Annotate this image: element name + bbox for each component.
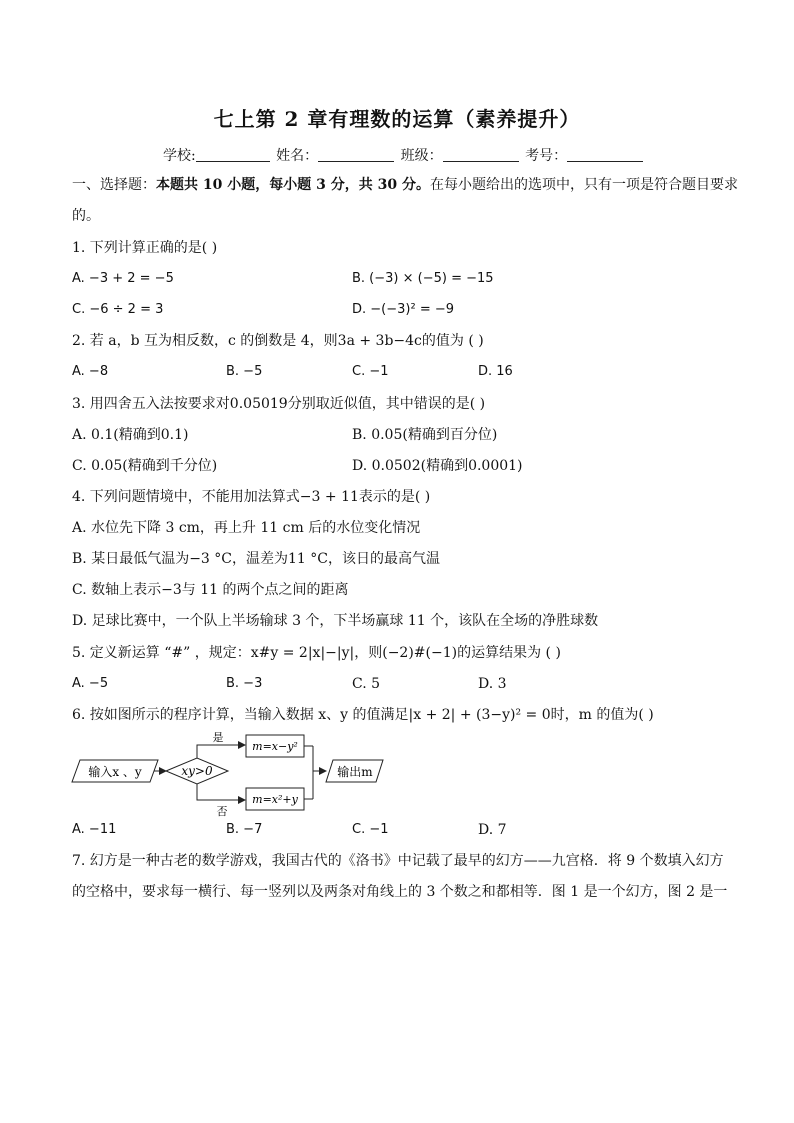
q3-option-b[interactable]: B. 0.05(精确到百分位) [352, 427, 498, 443]
flow-no-label: 否 [216, 805, 228, 818]
section-heading-cont: 的。 [72, 208, 100, 224]
student-info-line [163, 145, 645, 165]
q1-option-d[interactable]: D. −(−3)² = −9 [352, 302, 455, 317]
q2-stem: 2. 若 a，b 互为相反数，c 的倒数是 4，则3a + 3b−4c的值为 ( ) [72, 333, 484, 349]
program-flowchart [70, 728, 400, 818]
school-label: 学校: [163, 148, 196, 164]
q3-option-d[interactable]: D. 0.0502(精确到0.0001) [352, 458, 523, 474]
section-rest: 在每小题给出的选项中，只有一项是符合题目要求 [429, 177, 738, 193]
q4-stem: 4. 下列问题情境中，不能用加法算式−3 + 11表示的是( ) [72, 489, 431, 505]
q7-line2: 的空格中，要求每一横行、每一竖列以及两条对角线上的 3 个数之和都相等．图 1 是一个幻方，图 2 是一 [72, 884, 728, 900]
number-blank[interactable] [567, 147, 643, 162]
name-blank[interactable] [318, 147, 394, 162]
q6-option-c[interactable]: C. −1 [352, 822, 389, 837]
q3-stem: 3. 用四舍五入法按要求对0.05019分别取近似值，其中错误的是( ) [72, 396, 486, 412]
q2-option-c[interactable]: C. −1 [352, 364, 389, 379]
q1-stem: 1. 下列计算正确的是( ) [72, 240, 218, 256]
q2-option-b[interactable]: B. −5 [226, 364, 263, 379]
q5-option-a[interactable]: A. −5 [72, 676, 109, 691]
section-bold: 本题共 10 小题，每小题 3 分，共 30 分。 [156, 177, 430, 193]
class-blank[interactable] [443, 147, 519, 162]
flow-bottom-formula: m=x²+y [252, 793, 298, 806]
section-heading [72, 175, 738, 195]
q3-option-c[interactable]: C. 0.05(精确到千分位) [72, 458, 218, 474]
q5-option-b[interactable]: B. −3 [226, 676, 263, 691]
flow-yes-label: 是 [212, 731, 224, 744]
q6-option-d[interactable]: D. 7 [478, 822, 507, 838]
q4-option-d[interactable]: D. 足球比赛中，一个队上半场输球 3 个，下半场赢球 11 个，该队在全场的净胜球数 [72, 613, 599, 629]
q6-option-a[interactable]: A. −11 [72, 822, 117, 837]
q4-option-b[interactable]: B. 某日最低气温为−3 °C，温差为11 °C，该日的最高气温 [72, 551, 440, 567]
q1-option-b[interactable]: B. (−3) × (−5) = −15 [352, 271, 494, 286]
q6-stem: 6. 按如图所示的程序计算，当输入数据 x、y 的值满足|x + 2| + (3−y)² = 0时，m 的值为( ) [72, 707, 654, 723]
class-label: 班级： [400, 148, 443, 164]
q5-option-d[interactable]: D. 3 [478, 676, 507, 692]
flow-condition: xy>0 [181, 764, 213, 778]
q4-option-a[interactable]: A. 水位先下降 3 cm，再上升 11 cm 后的水位变化情况 [72, 520, 421, 536]
q1-option-a[interactable]: A. −3 + 2 = −5 [72, 271, 174, 286]
page-title: 七上第 2 章有理数的运算（素养提升） [213, 107, 581, 131]
flow-top-formula: m=x−y² [252, 740, 298, 753]
q4-option-c[interactable]: C. 数轴上表示−3与 11 的两个点之间的距离 [72, 582, 349, 598]
q2-option-a[interactable]: A. −8 [72, 364, 109, 379]
name-label: 姓名： [276, 148, 319, 164]
section-prefix: 一、选择题： [72, 177, 156, 193]
flow-input-label: 输入x 、y [88, 765, 142, 779]
q5-stem: 5. 定义新运算 “#” ，规定：x#y = 2|x|−|y|，则(−2)#(−1)的运算结果为 ( ) [72, 645, 561, 661]
q1-option-c[interactable]: C. −6 ÷ 2 = 3 [72, 302, 164, 317]
number-label: 考号： [525, 148, 568, 164]
school-blank[interactable] [196, 147, 270, 162]
flow-output-label: 输出m [337, 765, 373, 779]
q3-option-a[interactable]: A. 0.1(精确到0.1) [72, 427, 189, 443]
q2-option-d[interactable]: D. 16 [478, 364, 513, 379]
q7-line1: 7. 幻方是一种古老的数学游戏，我国古代的《洛书》中记载了最早的幻方——九宫格．将 9 个数填入幻方 [72, 853, 724, 869]
q6-option-b[interactable]: B. −7 [226, 822, 263, 837]
q5-option-c[interactable]: C. 5 [352, 676, 381, 692]
